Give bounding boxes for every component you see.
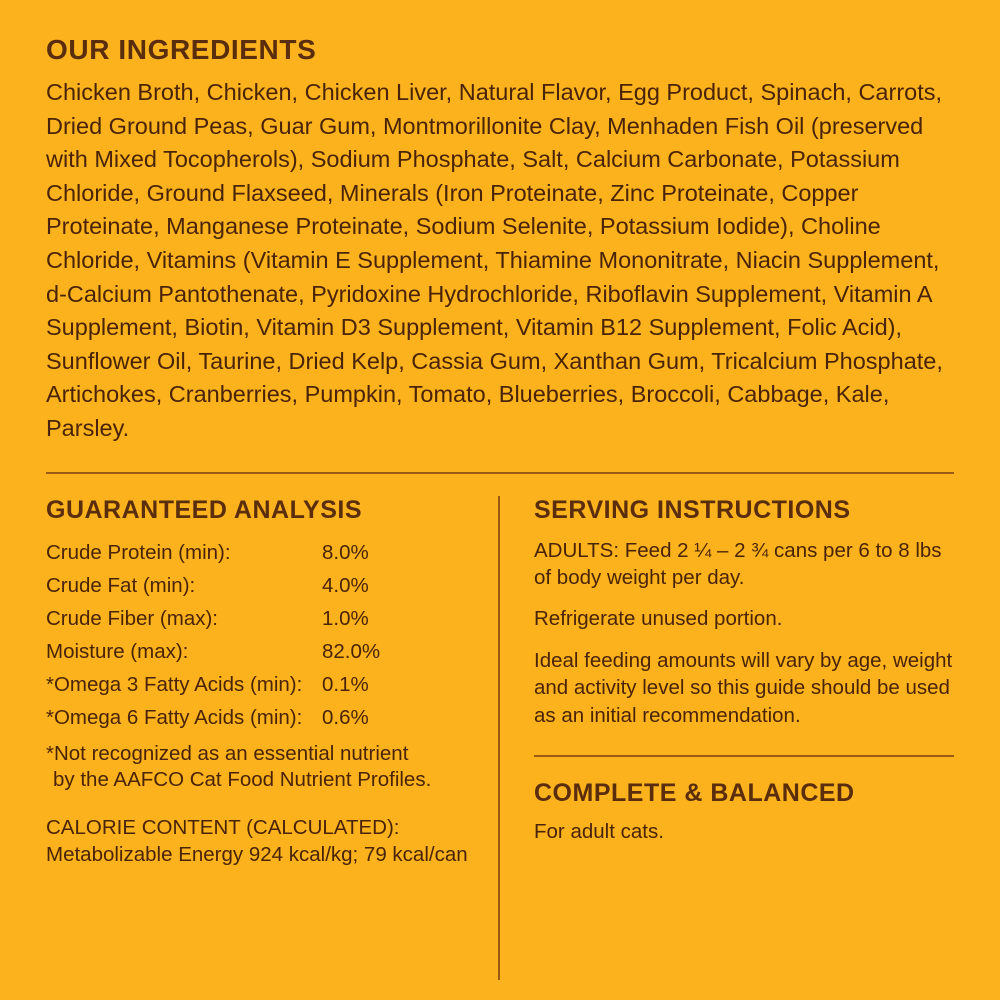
analysis-value: 4.0% bbox=[322, 574, 369, 598]
analysis-value: 8.0% bbox=[322, 541, 369, 565]
analysis-label: Crude Fiber (max): bbox=[46, 607, 219, 631]
analysis-label: Moisture (max): bbox=[46, 640, 189, 664]
right-column bbox=[500, 496, 954, 980]
vertical-divider bbox=[498, 496, 500, 980]
table-row bbox=[46, 570, 476, 603]
analysis-footnote bbox=[46, 741, 476, 793]
right-column-spacer bbox=[534, 844, 954, 980]
horizontal-divider bbox=[46, 472, 954, 474]
ingredients-body: Chicken Broth, Chicken, Chicken Liver, Natural Flavor, Egg Product, Spinach, Carrots, Dried Ground Peas, Guar Gum, Montmorillonite Clay, Menhaden Fish Oil (preserved with Mixed Tocopherols), Sodium Phosphate, Salt, Calcium Carbonate, Potassium Chloride, Ground Flaxseed, Minerals (Iron Proteinate, Zinc Proteinate, Copper Proteinate, Manganese Proteinate, Sodium Selenite, Potassium Iodide), Choline Chloride, Vitamins (Vitamin E Supplement, Thiamine Mononitrate, Niacin Supplement, d-Calcium Pantothenate, Pyridoxine Hydrochloride, Riboflavin Supplement, Vitamin A Supplement, Biotin, Vitamin D3 Supplement, Vitamin B12 Supplement, Folic Acid), Sunflower Oil, Taurine, Dried Kelp, Cassia Gum, Xanthan Gum, Tricalcium Phosphate, Artichokes, Cranberries, Pumpkin, Tomato, Blueberries, Broccoli, Cabbage, Kale, Parsley. bbox=[46, 79, 943, 441]
analysis-value: 0.1% bbox=[322, 673, 369, 697]
serving-instructions-section bbox=[534, 496, 954, 730]
guaranteed-analysis-section bbox=[46, 496, 498, 980]
right-horizontal-divider bbox=[534, 755, 954, 757]
complete-balanced-section bbox=[534, 779, 954, 844]
serving-paragraph-3: Ideal feeding amounts will vary by age, weight and activity level so this guide should be used as an initial recommendation. bbox=[534, 648, 953, 727]
analysis-label: *Omega 6 Fatty Acids (min): bbox=[46, 706, 303, 730]
analysis-value: 1.0% bbox=[322, 607, 369, 631]
guaranteed-analysis-table bbox=[46, 537, 476, 735]
ingredients-section bbox=[46, 34, 954, 446]
calorie-value: Metabolizable Energy 924 kcal/kg; 79 kcal/can bbox=[46, 842, 468, 866]
analysis-value: 82.0% bbox=[322, 640, 381, 664]
table-row bbox=[46, 603, 476, 636]
serving-instructions-title: SERVING INSTRUCTIONS bbox=[534, 495, 851, 524]
serving-paragraph-1: ADULTS: Feed 2 ¼ – 2 ¾ cans per 6 to 8 lbs of body weight per day. bbox=[534, 538, 942, 589]
analysis-value: 0.6% bbox=[322, 706, 369, 730]
calorie-title: CALORIE CONTENT (CALCULATED): bbox=[46, 816, 400, 839]
lower-columns bbox=[46, 496, 954, 980]
calorie-content bbox=[46, 815, 476, 868]
serving-paragraph-2: Refrigerate unused portion. bbox=[534, 607, 783, 631]
table-row bbox=[46, 669, 476, 702]
guaranteed-analysis-title: GUARANTEED ANALYSIS bbox=[46, 495, 363, 524]
table-row bbox=[46, 537, 476, 570]
ingredients-title: OUR INGREDIENTS bbox=[46, 34, 317, 65]
footnote-line-1: *Not recognized as an essential nutrient bbox=[46, 741, 409, 765]
analysis-label: Crude Fat (min): bbox=[46, 574, 196, 598]
analysis-label: Crude Protein (min): bbox=[46, 541, 231, 565]
complete-balanced-text: For adult cats. bbox=[534, 820, 664, 844]
complete-balanced-title: COMPLETE & BALANCED bbox=[534, 779, 855, 808]
footnote-line-2: by the AAFCO Cat Food Nutrient Profiles. bbox=[53, 767, 432, 791]
table-row bbox=[46, 636, 476, 669]
table-row bbox=[46, 702, 476, 735]
analysis-label: *Omega 3 Fatty Acids (min): bbox=[46, 673, 303, 697]
